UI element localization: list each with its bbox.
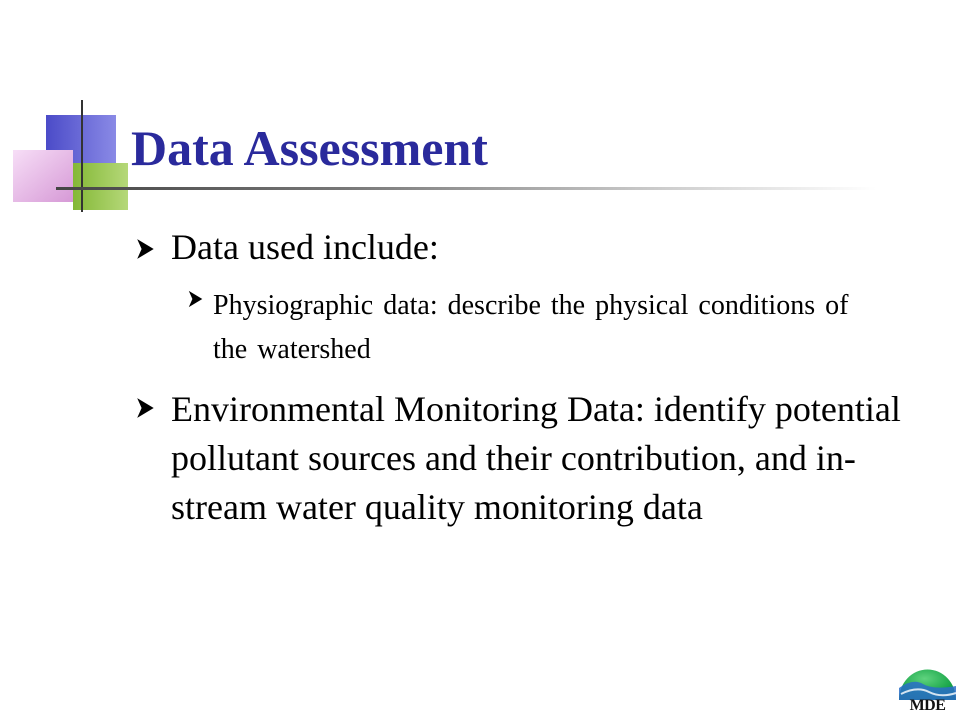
bullet-text: Data used include: [171, 227, 439, 267]
mde-logo [895, 648, 960, 720]
bullet-item [135, 226, 439, 268]
arrow-bullet-icon [135, 397, 157, 419]
bullet-item [135, 385, 915, 532]
corner-decoration [0, 0, 140, 230]
arrow-bullet-icon [135, 238, 157, 260]
bullet-text: Environmental Monitoring Data: identify potential pollutant sources and their contribution, and in-stream water quality monitoring data [171, 389, 901, 527]
arrow-bullet-icon [187, 290, 205, 308]
sub-bullet-item [187, 284, 877, 372]
sub-bullet-text: Physiographic data: describe the physical conditions of the watershed [213, 290, 849, 365]
title-underline [56, 187, 876, 190]
slide-title: Data Assessment [131, 120, 488, 176]
logo-label: MDE [909, 697, 946, 714]
